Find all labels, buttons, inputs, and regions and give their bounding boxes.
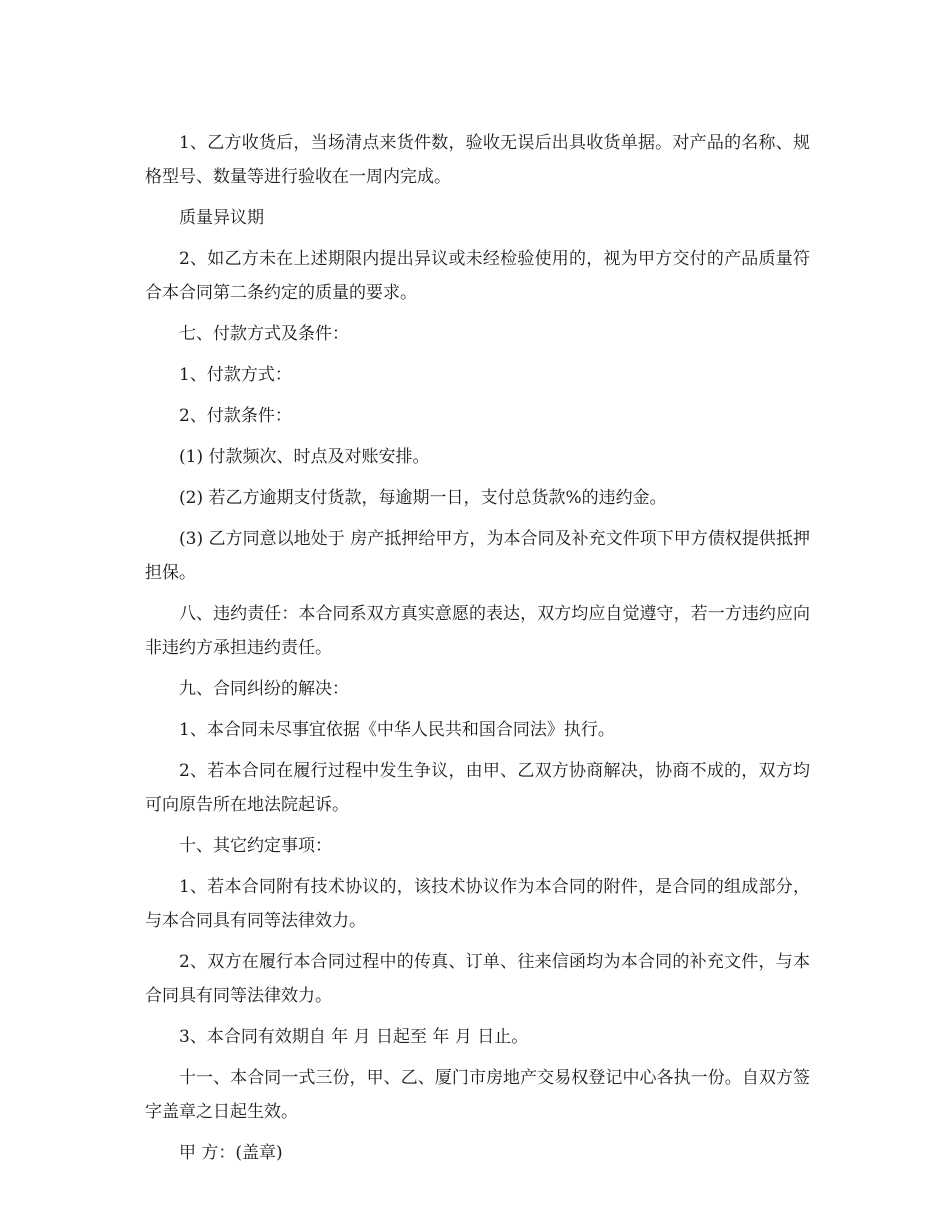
heading-quality-objection-period: 质量异议期 xyxy=(179,208,264,228)
section-breach-liability: 八、违约责任：本合同系双方真实意愿的表达，双方均应自觉遵守，若一方违约应向非违约方承担违约责任。 xyxy=(145,604,810,658)
party-a-signature-line: 甲 方：(盖章) xyxy=(179,1143,283,1163)
clause-dispute-litigation: 2、若本合同在履行过程中发生争议，由甲、乙双方协商解决，协商不成的，双方均可向原告所在地法院起诉。 xyxy=(145,761,810,815)
section-copies-and-effect: 十一、本合同一式三份，甲、乙、厦门市房地产交易权登记中心各执一份。自双方签字盖章之日起生效。 xyxy=(145,1068,810,1122)
clause-governing-law: 1、本合同未尽事宜依据《中华人民共和国合同法》执行。 xyxy=(179,720,615,740)
document-body xyxy=(145,126,810,1177)
clause-payment-frequency: (1) 付款频次、时点及对账安排。 xyxy=(179,447,430,467)
clause-acceptance-inspection: 1、乙方收货后，当场清点来货件数，验收无误后出具收货单据。对产品的名称、规格型号、数量等进行验收在一周内完成。 xyxy=(145,133,810,187)
section-heading-dispute-resolution: 九、合同纠纷的解决： xyxy=(179,679,349,699)
clause-late-payment-penalty: (2) 若乙方逾期支付货款，每逾期一日，支付总货款%的违约金。 xyxy=(179,488,667,508)
clause-payment-conditions: 2、付款条件： xyxy=(179,406,292,426)
clause-supplementary-documents: 2、双方在履行本合同过程中的传真、订单、往来信函均为本合同的补充文件，与本合同具有同等法律效力。 xyxy=(145,952,810,1006)
clause-technical-agreement: 1、若本合同附有技术协议的，该技术协议作为本合同的附件，是合同的组成部分，与本合同具有同等法律效力。 xyxy=(145,877,810,931)
clause-mortgage-guarantee: (3) 乙方同意以地处于 房产抵押给甲方，为本合同及补充文件项下甲方债权提供抵押担保。 xyxy=(145,529,810,583)
section-heading-other-terms: 十、其它约定事项： xyxy=(179,836,332,856)
section-heading-payment: 七、付款方式及条件： xyxy=(179,324,349,344)
clause-quality-objection: 2、如乙方未在上述期限内提出异议或未经检验使用的，视为甲方交付的产品质量符合本合同第二条约定的质量的要求。 xyxy=(145,249,810,303)
clause-payment-method: 1、付款方式： xyxy=(179,365,292,385)
clause-validity-period: 3、本合同有效期自 年 月 日起至 年 月 日止。 xyxy=(179,1027,529,1047)
